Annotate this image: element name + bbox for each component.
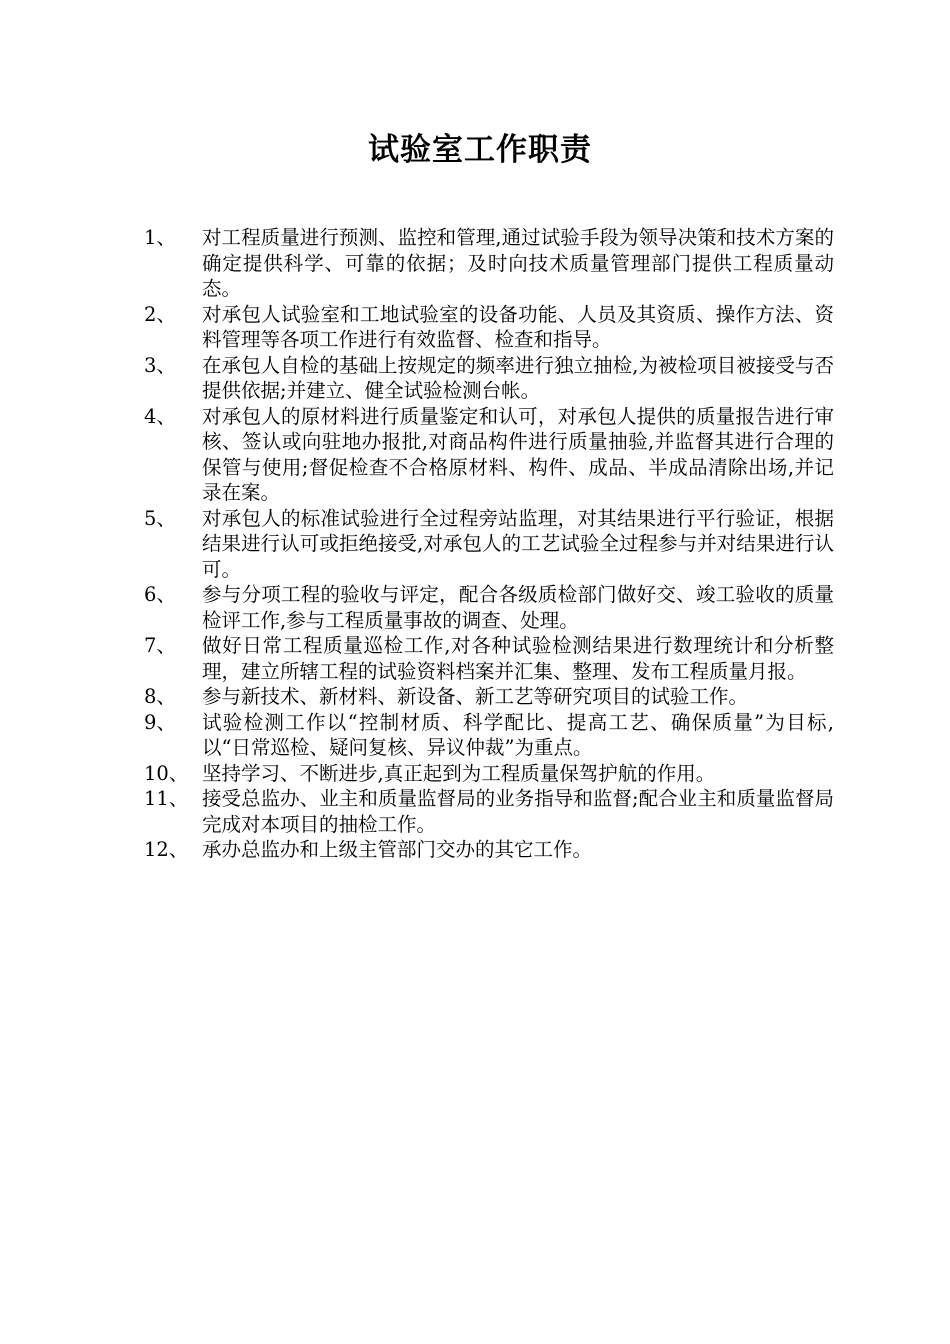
list-item xyxy=(144,302,834,353)
item-text: 对承包人的原材料进行质量鉴定和认可，对承包人提供的质量报告进行审核、签认或向驻地办报批,对商品构件进行质量抽验,并监督其进行合理的保管与使用;督促检查不合格原材料、构件、成品、半成品清除出场,并记录在案。 xyxy=(202,404,834,504)
item-number: 8、 xyxy=(144,685,176,708)
list-item xyxy=(144,404,834,506)
item-number: 9、 xyxy=(144,710,176,734)
item-text: 接受总监办、业主和质量监督局的业务指导和监督;配合业主和质量监督局完成对本项目的抽检工作。 xyxy=(202,787,834,836)
item-number: 1、 xyxy=(144,226,176,249)
item-number: 5、 xyxy=(144,506,176,530)
item-text: 参与新技术、新材料、新设备、新工艺等研究项目的试验工作。 xyxy=(202,685,749,708)
item-number: 3、 xyxy=(144,353,176,377)
item-text: 对工程质量进行预测、监控和管理,通过试验手段为领导决策和技术方案的确定提供科学、可靠的依据；及时向技术质量管理部门提供工程质量动态。 xyxy=(202,226,834,300)
item-text: 对承包人试验室和工地试验室的设备功能、人员及其资质、操作方法、资料管理等各项工作进行有效监督、检查和指导。 xyxy=(202,302,834,351)
list-item xyxy=(144,225,834,302)
item-number: 12、 xyxy=(144,838,189,861)
item-text: 承办总监办和上级主管部门交办的其它工作。 xyxy=(202,838,593,861)
item-number: 2、 xyxy=(144,302,176,326)
list-item xyxy=(144,506,834,583)
item-text: 试验检测工作以“控制材质、科学配比、提高工艺、确保质量”为目标,以“日常巡检、疑问复核、异议仲裁”为重点。 xyxy=(202,710,834,759)
duty-list xyxy=(144,225,834,863)
item-text: 在承包人自检的基础上按规定的频率进行独立抽检,为被检项目被接受与否提供依据;并建立、健全试验检测台帐。 xyxy=(202,353,834,402)
list-item xyxy=(144,786,834,837)
item-number: 10、 xyxy=(144,761,189,785)
item-text: 坚持学习、不断进步,真正起到为工程质量保驾护航的作用。 xyxy=(202,761,716,785)
item-number: 7、 xyxy=(144,634,176,657)
item-text: 参与分项工程的验收与评定，配合各级质检部门做好交、竣工验收的质量检评工作,参与工程质量事故的调查、处理。 xyxy=(202,583,834,632)
list-item xyxy=(144,582,834,633)
item-text: 对承包人的标准试验进行全过程旁站监理，对其结果进行平行验证，根据结果进行认可或拒绝接受,对承包人的工艺试验全过程参与并对结果进行认可。 xyxy=(202,506,834,581)
list-item xyxy=(144,684,834,710)
list-item xyxy=(144,710,834,761)
list-item xyxy=(144,761,834,787)
list-item xyxy=(144,633,834,684)
list-item xyxy=(144,837,834,863)
item-number: 6、 xyxy=(144,583,176,606)
item-text: 做好日常工程质量巡检工作,对各种试验检测结果进行数理统计和分析整理，建立所辖工程的试验资料档案并汇集、整理、发布工程质量月报。 xyxy=(202,634,834,683)
page-title: 试验室工作职责 xyxy=(368,132,592,168)
item-number: 11、 xyxy=(144,787,189,810)
list-item xyxy=(144,353,834,404)
item-number: 4、 xyxy=(144,404,176,428)
